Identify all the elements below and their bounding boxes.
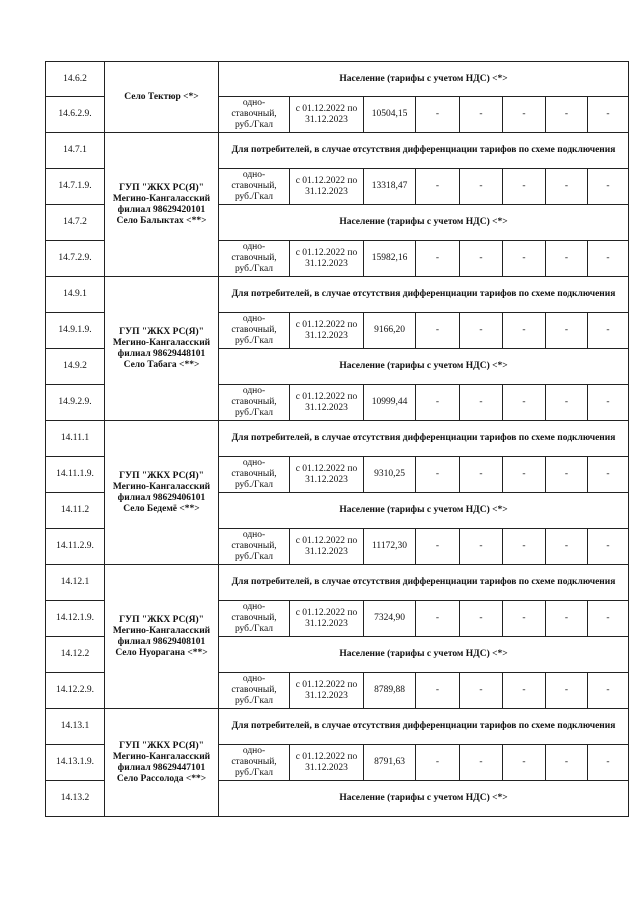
- empty-value-dash: -: [416, 385, 460, 421]
- empty-value-dash: -: [503, 313, 546, 349]
- empty-value-dash: -: [503, 529, 546, 565]
- empty-value-dash: -: [546, 457, 588, 493]
- empty-value-dash: -: [460, 601, 503, 637]
- empty-value-dash: -: [546, 313, 588, 349]
- empty-value-dash: -: [416, 673, 460, 709]
- tariff-value: 9310,25: [364, 457, 416, 493]
- empty-value-dash: -: [503, 673, 546, 709]
- empty-value-dash: -: [416, 241, 460, 277]
- supplier-name: ГУП "ЖКХ РС(Я)" Мегино-Кангаласский филиал 98629447101 Село Рассолода <**>: [105, 709, 219, 817]
- empty-value-dash: -: [588, 241, 629, 277]
- tariff-period: с 01.12.2022 по 31.12.2023: [290, 601, 364, 637]
- empty-value-dash: -: [546, 241, 588, 277]
- empty-value-dash: -: [588, 745, 629, 781]
- tariff-unit: одно-ставочный, руб./Гкал: [219, 673, 290, 709]
- empty-value-dash: -: [503, 457, 546, 493]
- tariff-period: с 01.12.2022 по 31.12.2023: [290, 673, 364, 709]
- supplier-name: Село Тектюр <*>: [105, 62, 219, 133]
- population-category-header: Население (тарифы с учетом НДС) <*>: [219, 349, 629, 385]
- tariff-value: 7324,90: [364, 601, 416, 637]
- consumers-category-header: Для потребителей, в случае отсутствия дифференциации тарифов по схеме подключения: [219, 421, 629, 457]
- empty-value-dash: -: [416, 601, 460, 637]
- empty-value-dash: -: [546, 673, 588, 709]
- empty-value-dash: -: [546, 385, 588, 421]
- tariff-unit: одно-ставочный, руб./Гкал: [219, 241, 290, 277]
- empty-value-dash: -: [503, 97, 546, 133]
- empty-value-dash: -: [588, 169, 629, 205]
- empty-value-dash: -: [503, 385, 546, 421]
- empty-value-dash: -: [503, 601, 546, 637]
- tariff-unit: одно-ставочный, руб./Гкал: [219, 601, 290, 637]
- empty-value-dash: -: [588, 385, 629, 421]
- tariff-value: 10504,15: [364, 97, 416, 133]
- tariff-table: [45, 61, 629, 817]
- row-code: 14.12.1.9.: [46, 601, 105, 637]
- supplier-name: ГУП "ЖКХ РС(Я)" Мегино-Кангаласский филиал 98629406101 Село Бедемё <**>: [105, 421, 219, 565]
- table-row: [46, 709, 629, 745]
- empty-value-dash: -: [503, 745, 546, 781]
- row-code: 14.6.2.9.: [46, 97, 105, 133]
- empty-value-dash: -: [416, 169, 460, 205]
- supplier-name: ГУП "ЖКХ РС(Я)" Мегино-Кангаласский филиал 98629420101 Село Балыктах <**>: [105, 133, 219, 277]
- supplier-name: ГУП "ЖКХ РС(Я)" Мегино-Кангаласский филиал 98629448101 Село Табага <**>: [105, 277, 219, 421]
- tariff-period: с 01.12.2022 по 31.12.2023: [290, 457, 364, 493]
- tariff-period: с 01.12.2022 по 31.12.2023: [290, 169, 364, 205]
- row-code: 14.12.1: [46, 565, 105, 601]
- empty-value-dash: -: [503, 241, 546, 277]
- row-code: 14.11.2: [46, 493, 105, 529]
- population-category-header: Население (тарифы с учетом НДС) <*>: [219, 62, 629, 97]
- consumers-category-header: Для потребителей, в случае отсутствия дифференциации тарифов по схеме подключения: [219, 709, 629, 745]
- tariff-unit: одно-ставочный, руб./Гкал: [219, 169, 290, 205]
- population-category-header: Население (тарифы с учетом НДС) <*>: [219, 205, 629, 241]
- row-code: 14.12.2.9.: [46, 673, 105, 709]
- row-code: 14.9.1: [46, 277, 105, 313]
- table-row: [46, 277, 629, 313]
- consumers-category-header: Для потребителей, в случае отсутствия дифференциации тарифов по схеме подключения: [219, 133, 629, 169]
- tariff-unit: одно-ставочный, руб./Гкал: [219, 97, 290, 133]
- tariff-value: 8789,88: [364, 673, 416, 709]
- row-code: 14.13.2: [46, 781, 105, 817]
- row-code: 14.9.2: [46, 349, 105, 385]
- row-code: 14.7.1: [46, 133, 105, 169]
- row-code: 14.9.2.9.: [46, 385, 105, 421]
- tariff-period: с 01.12.2022 по 31.12.2023: [290, 97, 364, 133]
- population-category-header: Население (тарифы с учетом НДС) <*>: [219, 493, 629, 529]
- tariff-value: 8791,63: [364, 745, 416, 781]
- empty-value-dash: -: [588, 97, 629, 133]
- empty-value-dash: -: [503, 169, 546, 205]
- tariff-value: 13318,47: [364, 169, 416, 205]
- row-code: 14.9.1.9.: [46, 313, 105, 349]
- empty-value-dash: -: [546, 529, 588, 565]
- tariff-unit: одно-ставочный, руб./Гкал: [219, 313, 290, 349]
- tariff-value: 15982,16: [364, 241, 416, 277]
- empty-value-dash: -: [416, 529, 460, 565]
- population-category-header: Население (тарифы с учетом НДС) <*>: [219, 781, 629, 817]
- consumers-category-header: Для потребителей, в случае отсутствия дифференциации тарифов по схеме подключения: [219, 565, 629, 601]
- empty-value-dash: -: [460, 241, 503, 277]
- empty-value-dash: -: [460, 529, 503, 565]
- empty-value-dash: -: [546, 745, 588, 781]
- tariff-period: с 01.12.2022 по 31.12.2023: [290, 385, 364, 421]
- row-code: 14.13.1.9.: [46, 745, 105, 781]
- tariff-unit: одно-ставочный, руб./Гкал: [219, 385, 290, 421]
- tariff-value: 9166,20: [364, 313, 416, 349]
- tariff-unit: одно-ставочный, руб./Гкал: [219, 457, 290, 493]
- empty-value-dash: -: [416, 97, 460, 133]
- empty-value-dash: -: [588, 529, 629, 565]
- tariff-value: 11172,30: [364, 529, 416, 565]
- tariff-value: 10999,44: [364, 385, 416, 421]
- supplier-name: ГУП "ЖКХ РС(Я)" Мегино-Кангаласский филиал 98629408101 Село Нуорагана <**>: [105, 565, 219, 709]
- empty-value-dash: -: [588, 313, 629, 349]
- empty-value-dash: -: [546, 97, 588, 133]
- table-row: [46, 421, 629, 457]
- tariff-period: с 01.12.2022 по 31.12.2023: [290, 745, 364, 781]
- row-code: 14.11.1: [46, 421, 105, 457]
- empty-value-dash: -: [588, 457, 629, 493]
- empty-value-dash: -: [416, 745, 460, 781]
- empty-value-dash: -: [460, 745, 503, 781]
- empty-value-dash: -: [546, 169, 588, 205]
- consumers-category-header: Для потребителей, в случае отсутствия дифференциации тарифов по схеме подключения: [219, 277, 629, 313]
- empty-value-dash: -: [416, 313, 460, 349]
- tariff-unit: одно-ставочный, руб./Гкал: [219, 745, 290, 781]
- population-category-header: Население (тарифы с учетом НДС) <*>: [219, 637, 629, 673]
- empty-value-dash: -: [460, 673, 503, 709]
- tariff-period: с 01.12.2022 по 31.12.2023: [290, 313, 364, 349]
- table-row: [46, 565, 629, 601]
- tariff-unit: одно-ставочный, руб./Гкал: [219, 529, 290, 565]
- empty-value-dash: -: [588, 673, 629, 709]
- empty-value-dash: -: [546, 601, 588, 637]
- empty-value-dash: -: [460, 313, 503, 349]
- row-code: 14.11.2.9.: [46, 529, 105, 565]
- row-code: 14.7.2.9.: [46, 241, 105, 277]
- empty-value-dash: -: [588, 601, 629, 637]
- tariff-period: с 01.12.2022 по 31.12.2023: [290, 241, 364, 277]
- table-row: [46, 62, 629, 97]
- empty-value-dash: -: [460, 97, 503, 133]
- row-code: 14.7.1.9.: [46, 169, 105, 205]
- tariff-period: с 01.12.2022 по 31.12.2023: [290, 529, 364, 565]
- empty-value-dash: -: [416, 457, 460, 493]
- table-row: [46, 133, 629, 169]
- row-code: 14.13.1: [46, 709, 105, 745]
- empty-value-dash: -: [460, 169, 503, 205]
- row-code: 14.12.2: [46, 637, 105, 673]
- row-code: 14.11.1.9.: [46, 457, 105, 493]
- row-code: 14.7.2: [46, 205, 105, 241]
- empty-value-dash: -: [460, 385, 503, 421]
- row-code: 14.6.2: [46, 62, 105, 97]
- tariff-table-body: [46, 62, 629, 817]
- empty-value-dash: -: [460, 457, 503, 493]
